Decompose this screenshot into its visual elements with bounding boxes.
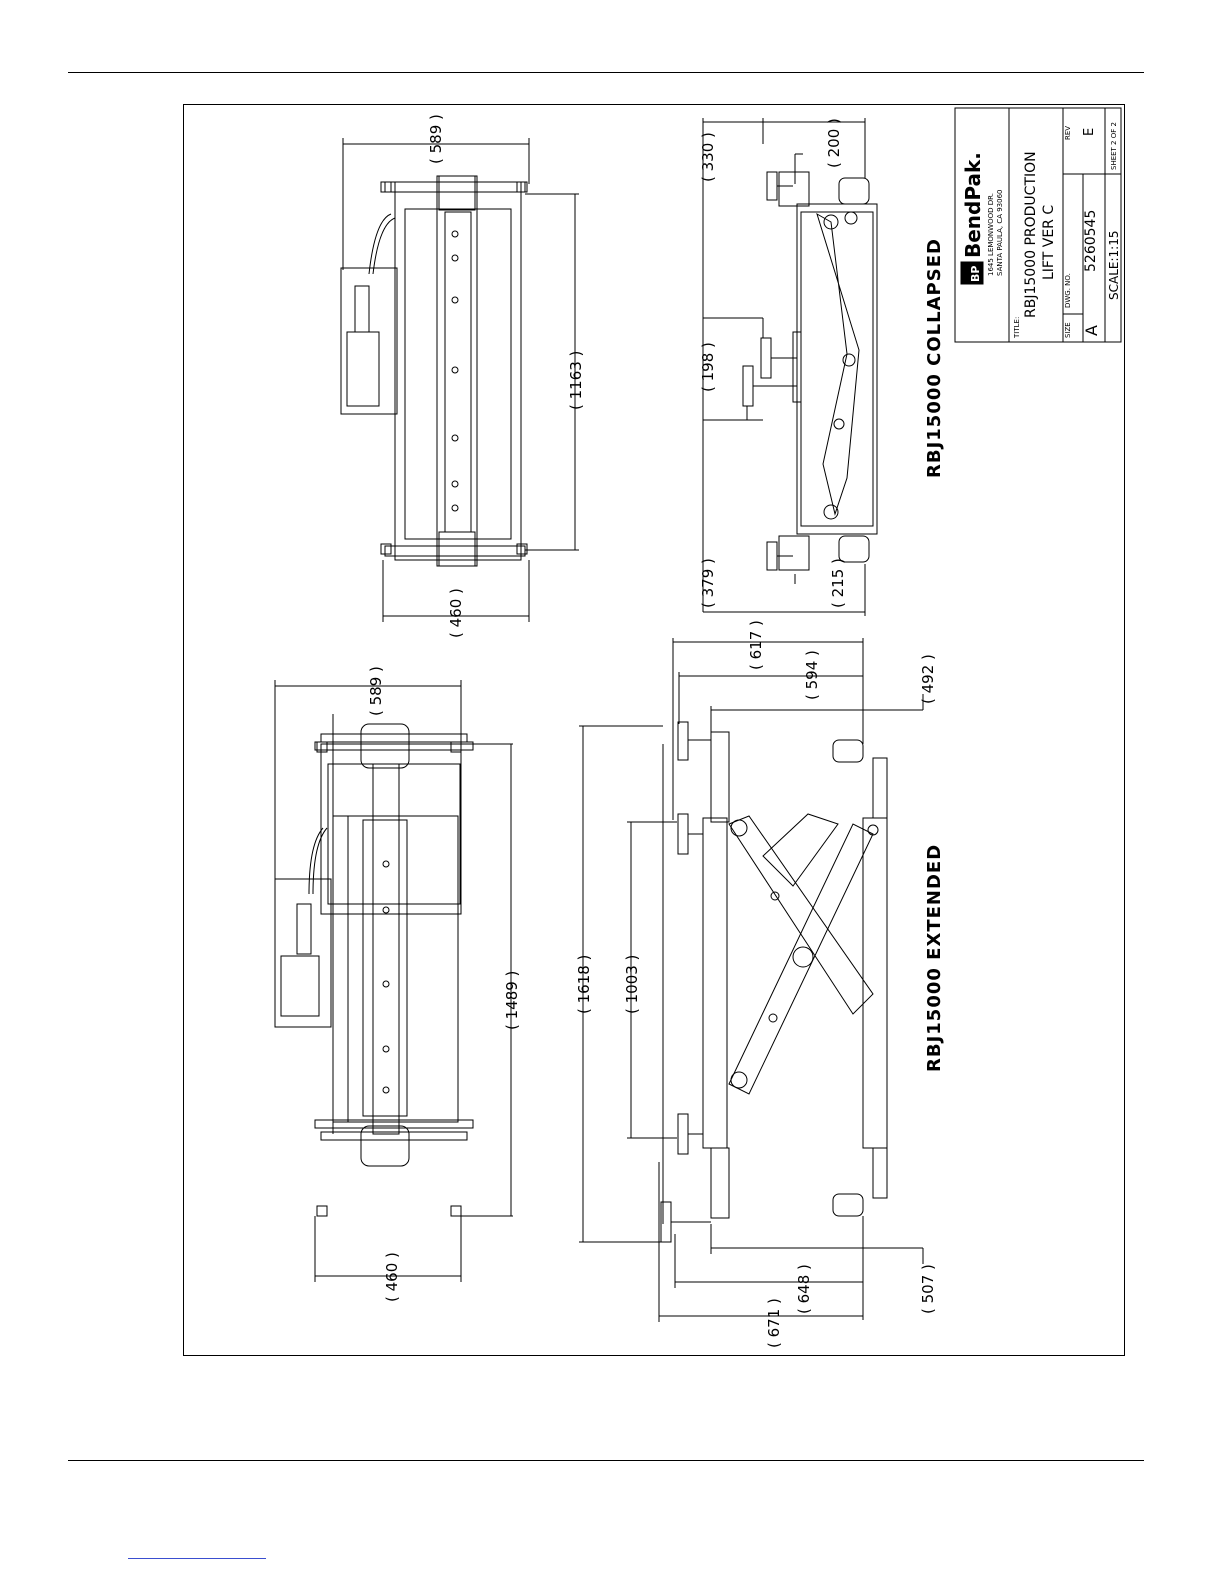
- footer-link-underline[interactable]: [128, 1558, 266, 1559]
- dim-extended-617: ( 617 ): [747, 620, 765, 670]
- title-extended: RBJ15000 EXTENDED: [924, 843, 945, 1072]
- brand-name: BendPak.: [961, 152, 985, 258]
- scale-text: SCALE:1:15: [1107, 230, 1121, 300]
- top-rule: [68, 72, 1144, 73]
- size-value: A: [1082, 325, 1101, 336]
- sheet-text: SHEET 2 OF 2: [1110, 122, 1118, 170]
- dim-collapsed-bottom-width: ( 460 ): [447, 588, 465, 638]
- dim-collapsed-length: ( 1163 ): [567, 350, 585, 410]
- collapsed-side-view: [703, 118, 877, 616]
- technical-drawing: [183, 104, 1125, 1356]
- dim-extended-length: ( 1489 ): [503, 970, 521, 1030]
- address-line2: SANTA PAULA, CA 93060: [996, 189, 1004, 276]
- dim-extended-top-width: ( 589 ): [367, 666, 385, 716]
- dim-extended-bottom-width: ( 460 ): [383, 1252, 401, 1302]
- dim-collapsed-198: ( 198 ): [699, 342, 717, 392]
- dim-collapsed-200: ( 200 ): [825, 118, 843, 168]
- dwg-label: DWG. NO.: [1064, 273, 1072, 308]
- title-line2: LIFT VER C: [1041, 204, 1057, 280]
- dim-extended-671: ( 671 ): [765, 1298, 783, 1348]
- title-line1: RBJ15000 PRODUCTION: [1023, 151, 1039, 318]
- bottom-rule: [68, 1460, 1144, 1461]
- extended-top-view: [275, 680, 513, 1282]
- dwg-value: 5260545: [1083, 209, 1099, 272]
- dim-collapsed-top-width: ( 589 ): [427, 114, 445, 164]
- rev-value: E: [1082, 127, 1097, 136]
- size-label: SIZE: [1064, 322, 1072, 338]
- dim-extended-594: ( 594 ): [803, 650, 821, 700]
- title-label: TITLE:: [1013, 316, 1021, 338]
- collapsed-top-view: [341, 138, 579, 622]
- dim-extended-492: ( 492 ): [919, 654, 937, 704]
- dim-extended-1618: ( 1618 ): [575, 954, 593, 1014]
- dim-collapsed-215: ( 215 ): [829, 558, 847, 608]
- dim-extended-648: ( 648 ): [795, 1264, 813, 1314]
- dim-extended-507: ( 507 ): [919, 1264, 937, 1314]
- dim-extended-1003: ( 1003 ): [623, 954, 641, 1014]
- dim-collapsed-379: ( 379 ): [699, 558, 717, 608]
- brand-mark: BP: [969, 265, 982, 282]
- dim-collapsed-330: ( 330 ): [699, 132, 717, 182]
- address-line1: 1645 LEMONWOOD DR.: [987, 193, 995, 276]
- title-collapsed: RBJ15000 COLLAPSED: [924, 238, 945, 478]
- rev-label: REV: [1064, 125, 1072, 140]
